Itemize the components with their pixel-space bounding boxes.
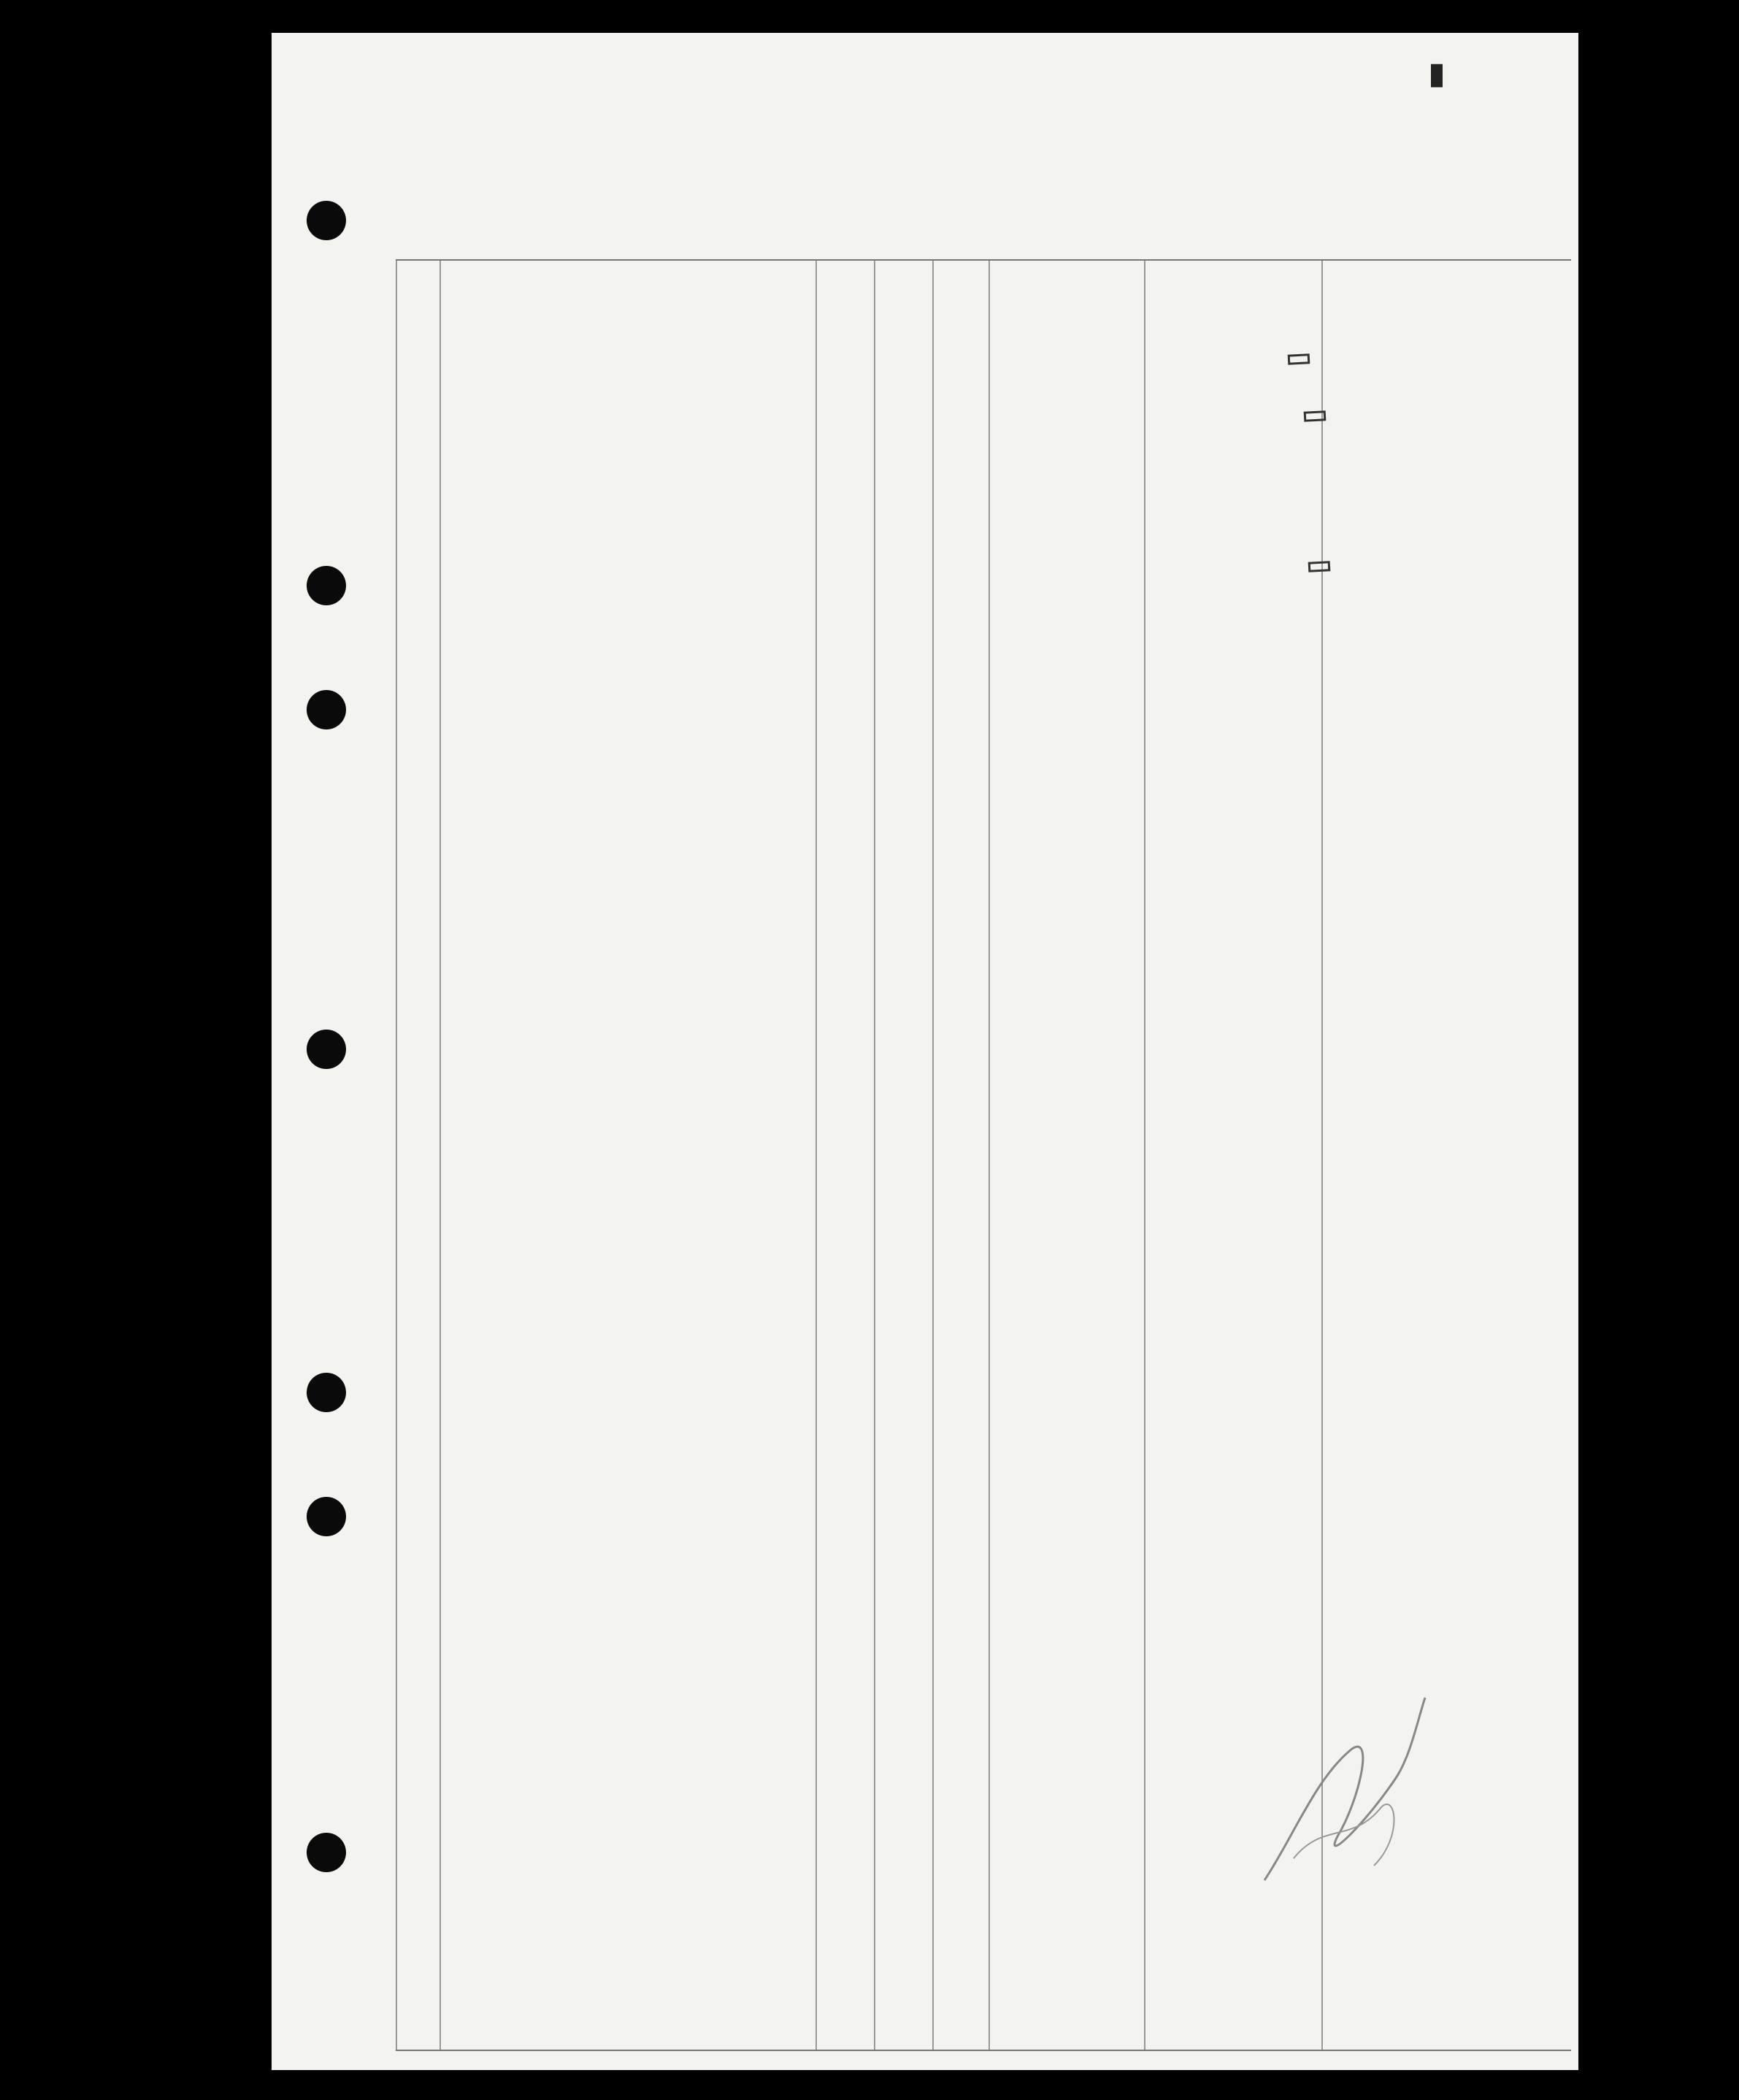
punch-hole (307, 201, 346, 240)
punch-hole (307, 566, 346, 605)
list-no-mark: ▮ (1429, 57, 1446, 90)
punch-hole (307, 1833, 346, 1872)
punch-hole (307, 1030, 346, 1069)
passenger-list-sheet (272, 33, 1578, 2070)
us-citizen-stamp-1 (1288, 353, 1310, 365)
punch-hole (307, 1373, 346, 1412)
signature-scribble (1250, 1690, 1432, 1909)
us-citizen-stamp-3 (1308, 561, 1331, 572)
punch-hole (307, 1497, 346, 1536)
us-citizen-stamp-2 (1304, 410, 1327, 422)
punch-hole (307, 690, 346, 729)
